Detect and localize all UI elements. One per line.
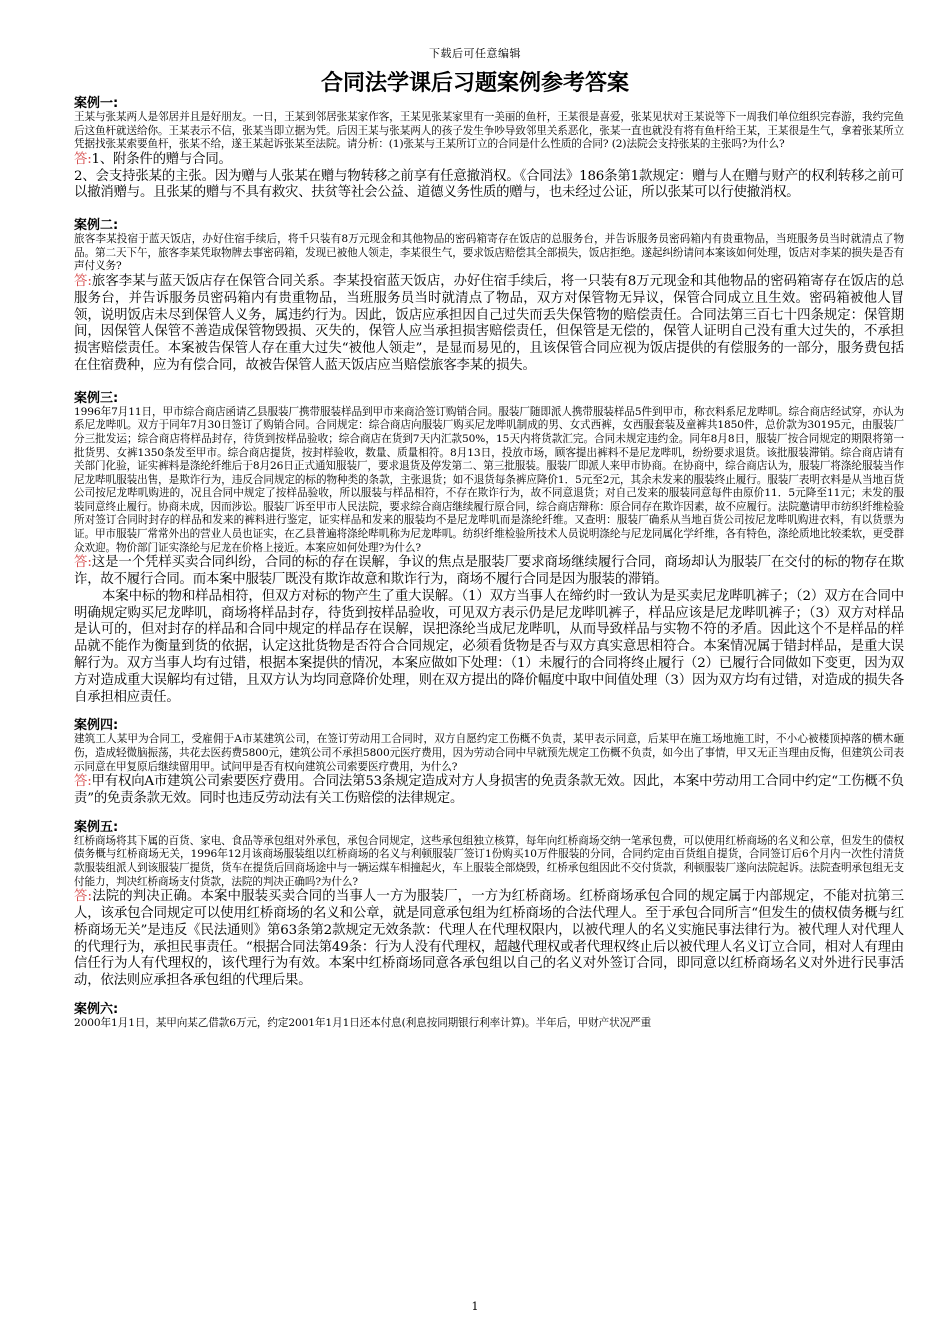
- case-question: 建筑工人某甲为合同工，受雇佣于A市某建筑公司，在签订劳动用工合同时，双方自愿约定工伤概不负责，某甲表示同意，后某甲在施工场地施工时，不小心被楼顶掉落的横木砸伤，造成轻微脑振荡，共花去医药费5800元，建筑公司不承担5800元医疗费用，因为劳动合同中早就预先规定工伤概不负责，如今出了事情，甲又无正当理由反悔，但建筑公司表示同意在甲复原后继续留用甲。试问甲是否有权向建筑公司索要医疗费用，为什么?: [74, 733, 904, 773]
- answer-text: 甲有权向A市建筑公司索要医疗费用。合同法第53条规定造成对方人身损害的免责条款无效。因此，本案中劳动用工合同中约定“工伤概不负责”的免责条款无效。同时也违反劳动法有关工伤赔偿的法律规定。: [74, 774, 904, 807]
- case-5: [74, 820, 904, 990]
- answer-text: 旅客李某与蓝天饭店存在保管合同关系。李某投宿蓝天饭店，办好住宿手续后，将一只装有8万元现金和其他物品的密码箱寄存在饭店的总服务台，并告诉服务员密码箱内有贵重物品，当班服务员当时就清点了物品，双方对保管物无异议，保管合同成立且生效。密码箱被他人冒领，说明饭店未尽到保管人义务，属违约行为。因此，饭店应承担因自己过失而丢失保管物的赔偿责任。合同法第三百七十四条规定：保管期间，因保管人保管不善造成保管物毁损、灭失的，保管人应当承担损害赔偿责任，但保管是无偿的，保管人证明自己没有重大过失的，不承担损害赔偿责任。本案被告保管人存在重大过失“被他人领走”，是显而易见的，且该保管合同应视为饭店提供的有偿服务的一部分，服务费包括在住宿费种，应为有偿合同，故被告保管人蓝天饭店应当赔偿旅客李某的损失。: [74, 273, 904, 373]
- case-answer: [74, 152, 904, 202]
- document-title: 合同法学课后习题案例参考答案: [320, 71, 629, 96]
- answer-text: 法院的判决正确。本案中服装买卖合同的当事人一方为服装厂，一方为红桥商场。红桥商场承包合同的规定属于内部规定，不能对抗第三人，该承包合同规定可以使用红桥商场的名义和公章，就是同意承包组为红桥商场的合法代理人。至于承包合同所言“但发生的债权债务概与红桥商场无关”是违反《民法通则》第63条第2款规定无效条款：代理人在代理权限内，以被代理人的名义实施民事法律行为。被代理人对代理人的代理行为，承担民事责任。“根据合同法第49条：行为人没有代理权，超越代理权或者代理权终止后以被代理人名义订立合同，相对人有理由信任行为人有代理权的，该代理行为有效。本案中红桥商场同意各承包组以自己的名义对外签订合同，即同意以红桥商场名义对外进行民事活动，依法则应承担各承包组的代理后果。: [74, 889, 904, 989]
- case-question: 旅客李某投宿于蓝天饭店，办好住宿手续后，将千只装有8万元现金和其他物品的密码箱寄存在饭店的总服务台，并告诉服务员密码箱内有贵重物品，当班服务员当时就清点了物品。第二天下午，旅客李某凭取物牌去事密码箱，发现已被他人领走，李某很生气，要求饭店赔偿其全部损失，饭店拒绝。遂起纠纷请问本案该如何处理，饭店对李某的损失是否有声付义务?: [74, 233, 904, 273]
- case-6: [74, 1002, 904, 1031]
- case-answer: [74, 774, 904, 808]
- answer-text: 这是一个凭样买卖合同纠纷，合同的标的存在误解，争议的焦点是服装厂要求商场继续履行合同，商场却认为服装厂在交付的标的物存在欺诈，故不履行合同。而本案中服装厂既没有欺诈故意和欺诈行为，商场不履行合同是因为服装的滞销。: [74, 555, 904, 588]
- case-question: 红桥商场将其下属的百货、家电、食品等承包组对外承包，承包合同规定，这些承包组独立核算，每年向红桥商场交纳一笔承包费，可以使用红桥商场的名义和公章，但发生的债权债务概与红桥商场无关，1996年12月该商场服装组以红桥商场的名义与利顿服装厂签订1份购买10万件服装的分同，合同约定由百货组自提货，合同签订后6个月内一次性付清货款服装组派人到该服装厂提货，货车在提货后回商场途中与一辆运煤车相撞起火，车上服装全部烧毁，红桥承包组因此不交付货款，利顿服装厂遂向法院起诉。法院查明承包组无支付能力，判决红桥商场支付货款，法院的判决正确吗?为什么?: [74, 834, 904, 888]
- answer-label: 答:: [74, 555, 92, 571]
- case-question: 2000年1月1日，某甲向某乙借款6万元，约定2001年1月1日还本付息(利息按同期银行利率计算)。半年后，甲财产状况严重: [74, 1016, 652, 1029]
- case-question: 1996年7月11日，甲市综合商店函请乙县服装厂携带服装样品到甲市来商洽签订购销合同。服装厂随即派人携带服装样品5件到甲市，称衣料系尼龙哔叽。综合商店经试穿，亦认为系尼龙哔叽。双方于同年7月30日签订了购销合同。合同规定：综合商店向服装厂购买尼龙哔叽制成的男、女式西裤，女西服套装及童裤共1850件，总价款为30195元，由服装厂分三批发运；综合商店将样品封存，待货到按样品验收；综合商店在货到7天内汇款50%，15天内将货款汇完。合同未规定违约金。同年8月8日，服装厂按合同规定的期限将第一批货男、女裤1350条发至甲市。综合商店提货，按封样验收，数量、质量相符。8月13日，投放市场，顾客提出裤料不是尼龙哔叽，纷纷要求退货。该批服装滞销。综合商店请有关部门化验，证实裤料是涤纶纤维后于8月26日正式通知服装厂，要求退货及停发第二、第三批服装。服装厂即派人来甲市协商。在协商中，综合商店认为，服装厂将涤纶服装当作尼龙哔叽服装出售，是欺诈行为，违反合同规定的标的物种类的条款，主张退货；如不退货每条裤应降价1．5元至2元，其余未发来的服装终止履行。服装厂表明衣料是从当地百货公司按尼龙哔叽购进的，况且合同中规定了按样品验收，所以服装与样品相符，不存在欺诈行为，故不同意退货；对自己发来的服装同意每件由原价11．5元降至11元；未发的服装同意终止履行。协商未成，因而涉讼。服装厂诉至甲市人民法院，要求综合商店继续履行原合同，综合商店辩称：原合同存在欺诈因素，故不应履行。法院邀请甲市纺织纤维检验所对签订合同时封存的样品和发来的裤料进行鉴定，证实样品和发来的服装均不是尼龙哔叽而是涤纶纤维。又查明：服装厂确系从当地百货公司按尼龙哔叽购进衣料，有以货票为证。甲市服装厂常常外出的营业人员也证实，在乙县普遍将涤纶哔叽称为尼龙哔叽。纺织纤维检验所技术人员说明涤纶与尼龙同属化学纤维，各有特色，涤纶质地比较柔软，更受群众欢迎。物价部门证实涤纶与尼龙在价格上接近。本案应如何处理?为什么?: [74, 405, 904, 554]
- case-3: [74, 391, 904, 707]
- case-heading: 案例三:: [74, 390, 119, 406]
- document-content: [74, 96, 904, 1031]
- answer-label: 答:: [74, 889, 92, 905]
- case-heading: 案例四:: [74, 718, 119, 734]
- answer-label: 答:: [74, 273, 92, 289]
- case-answer: [74, 889, 904, 990]
- case-1: [74, 96, 904, 202]
- answer-text: 1、附条件的赠与合同。: [91, 151, 232, 167]
- answer-paragraph: 2、会支持张某的主张。因为赠与人张某在赠与物转移之前享有任意撤消权。《合同法》186条第1款规定：赠与人在赠与财产的权利转移之前可以撤消赠与。且张某的赠与不具有救灾、扶贫等社会公益、道德义务性质的赠与，也未经过公证，所以张某可以行使撤消权。: [74, 168, 904, 201]
- header-note: 下载后可任意编辑: [429, 47, 521, 60]
- answer-label: 答:: [74, 774, 92, 790]
- case-4: [74, 718, 904, 807]
- case-heading: 案例六:: [74, 1001, 119, 1017]
- case-heading: 案例二:: [74, 218, 119, 234]
- page-number: 1: [471, 1300, 479, 1313]
- case-answer: [74, 274, 904, 375]
- case-heading: 案例五:: [74, 819, 119, 835]
- answer-paragraph: 本案中标的物和样品相符，但双方对标的物产生了重大误解。（1）双方当事人在缔约时一致认为是买卖尼龙哔叽裤子；（2）双方在合同中明确规定购买尼龙哔叽，商场将样品封存，待货到按样品验收，可见双方表示仍是尼龙哔叽裤子，样品应该是尼龙哔叽裤子；（3）双方对样品是认可的，但对封存的样品和合同中规定的样品存在误解，误把涤纶当成尼龙哔叽，从而导致样品与实物不符的矛盾。因此这个不是样品的样品就不能作为衡量到货的依据，认定这批货物是否符合合同规定，必须看货物是否与双方真实意思相符合。本案情况属于错封样品，是重大误解行为。双方当事人均有过错，根据本案提供的情况，本案应做如下处理：（1）未履行的合同将终止履行（2）已履行合同做如下变更，因为双方对造成重大误解均有过错，且双方认为均同意降价处理，则在双方提出的降价幅度中取中间值处理（3）因为双方均有过错，对造成的损失各自承担相应责任。: [74, 588, 904, 705]
- case-answer: [74, 555, 904, 706]
- case-2: [74, 218, 904, 375]
- answer-label: 答:: [74, 151, 92, 167]
- case-question: 王某与张某两人是邻居并且是好朋友。一日，王某到邻居张某家作客，王某见张某家里有一美丽的鱼杆，王某很是喜爱，张某见状对王某说等下一周我们单位组织完春游，我约完鱼后这鱼杆就送给你。王某表示不信，张某当即立据为凭。后因王某与张某两人的孩子发生争吵导致邻里关系恶化，张某一直也就没有将有鱼杆给王某，王某很是生气，拿着张某所立凭据找张某索要鱼杆，张某不给，遂王某起诉张某至法院。请分析：(1)张某与王某所订立的合同是什么性质的合同? (2)法院会支持张某的主张吗?为什么?: [74, 111, 904, 151]
- case-heading: 案例一:: [74, 96, 119, 111]
